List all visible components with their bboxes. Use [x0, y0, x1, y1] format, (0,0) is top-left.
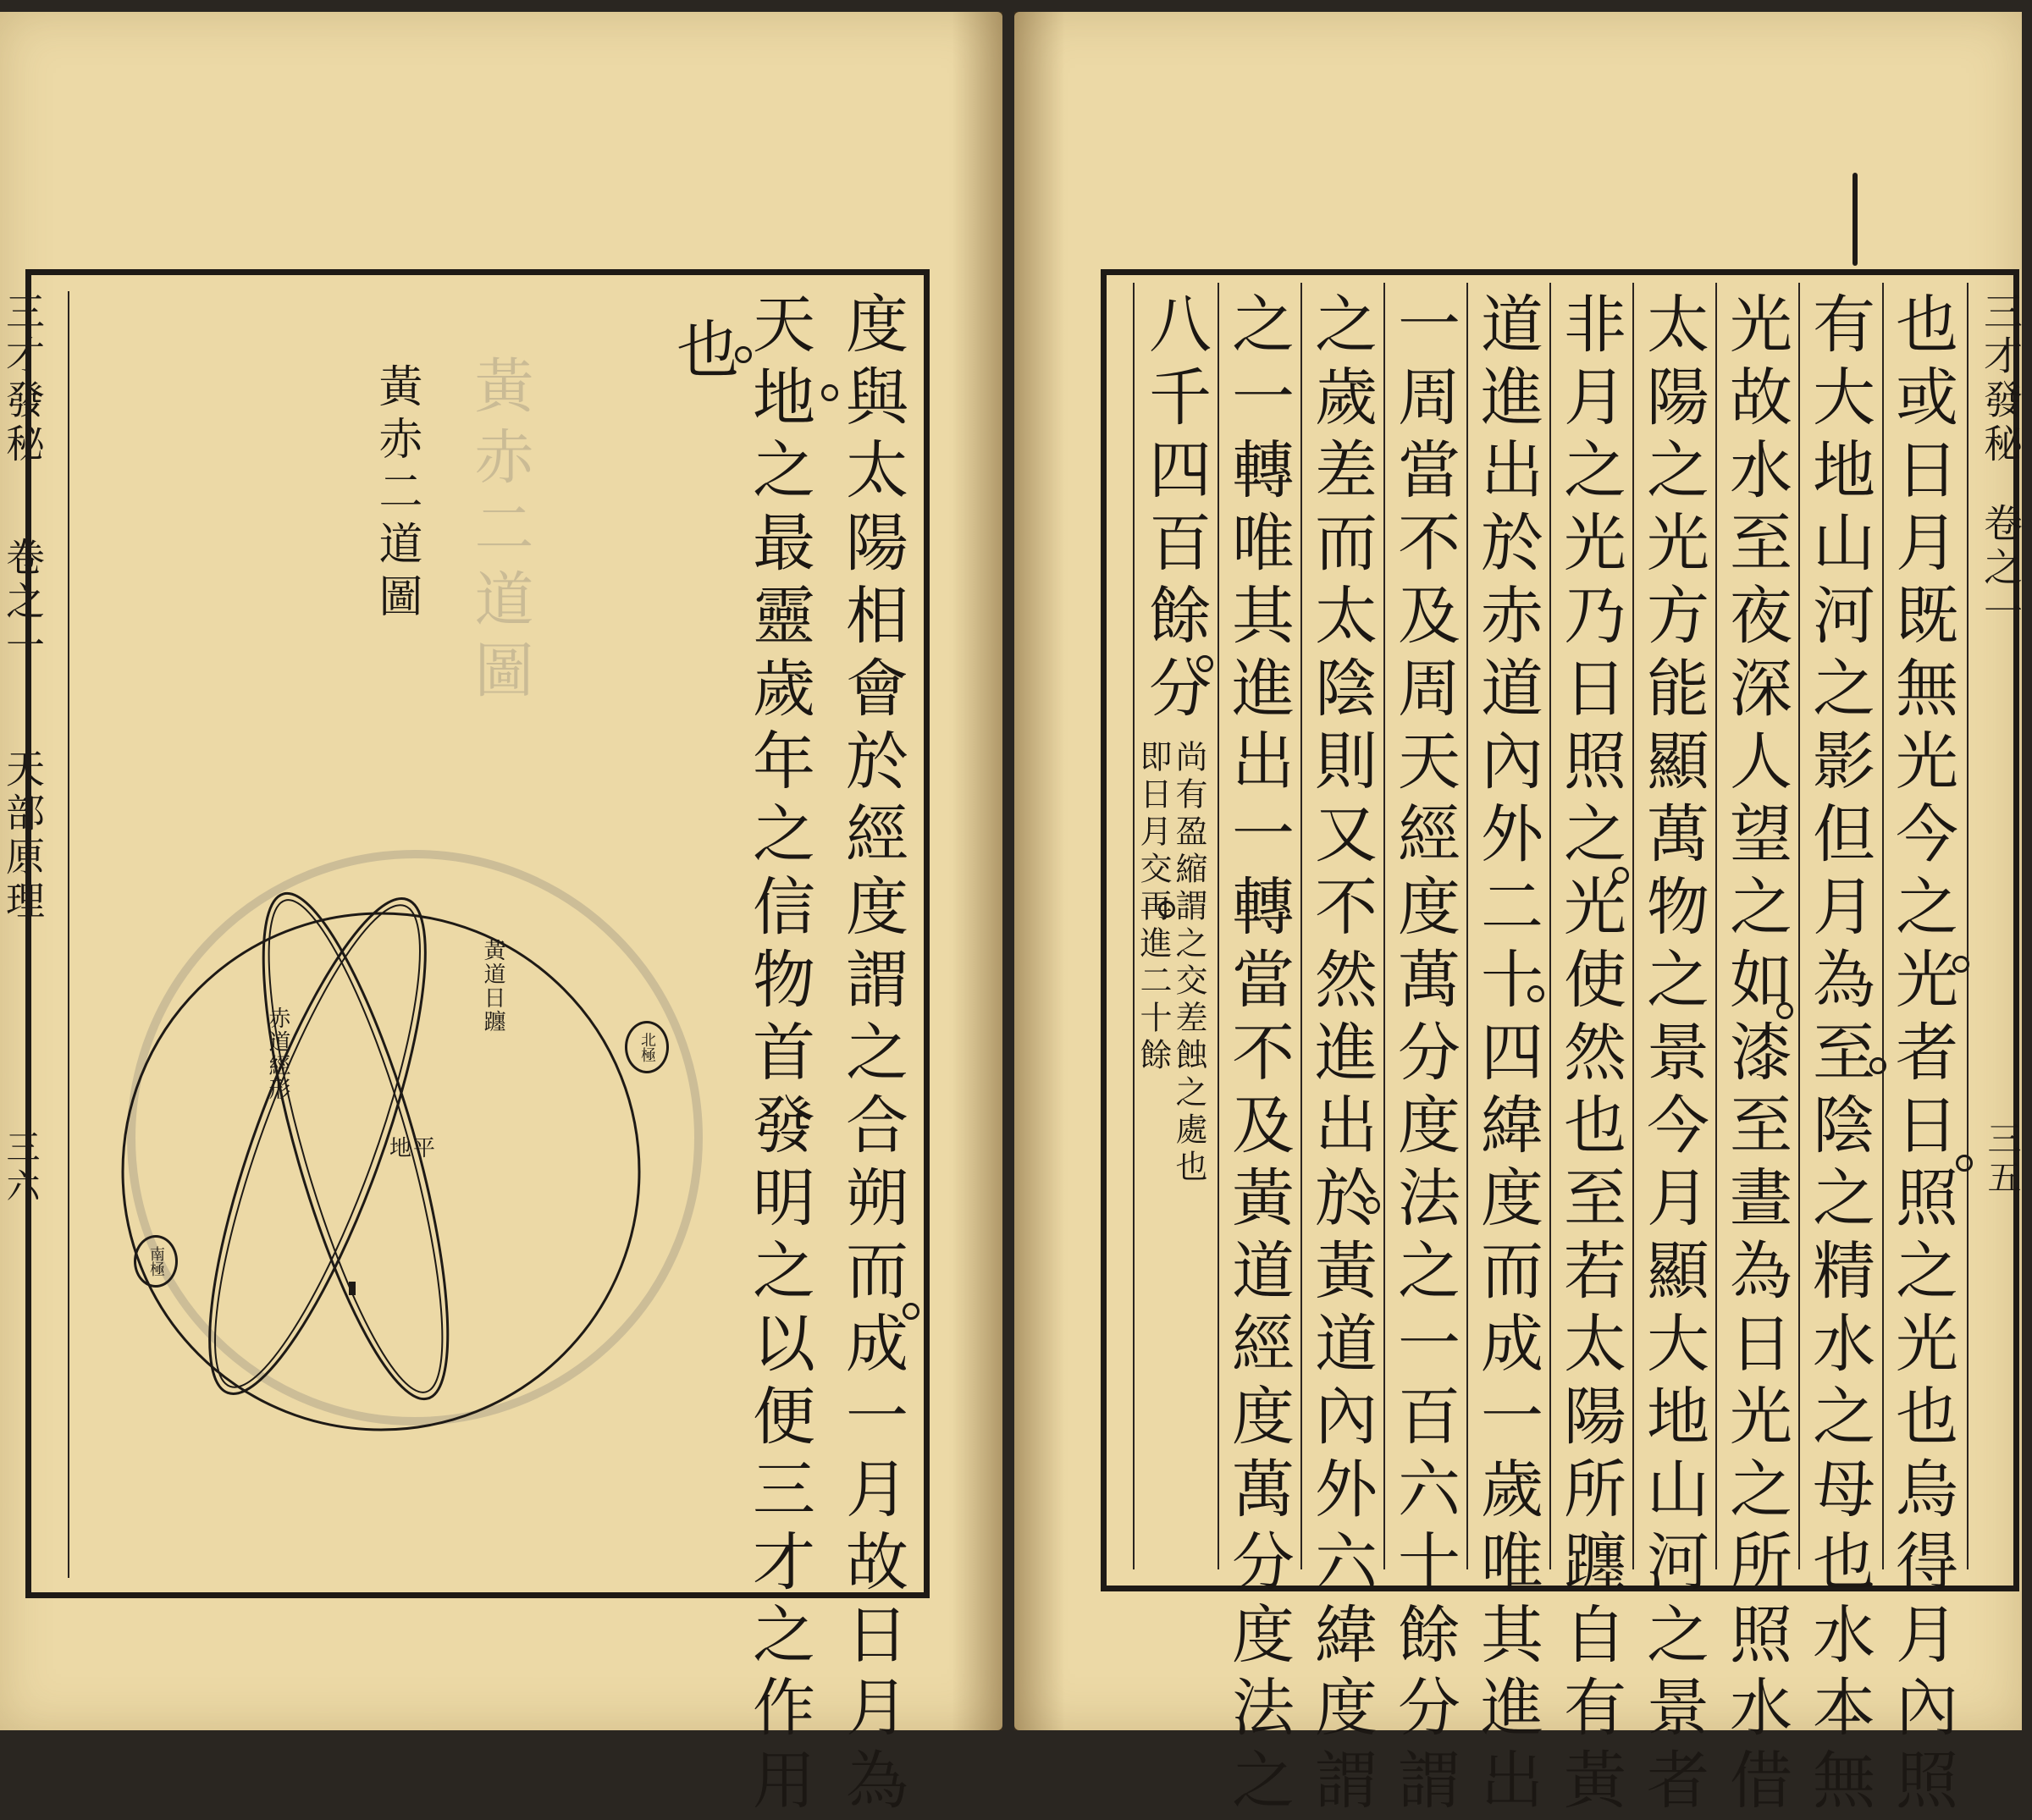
column-rule	[1632, 283, 1634, 1569]
punctuation-mark	[1952, 956, 1969, 973]
left-page	[0, 12, 1002, 1820]
left-column-1: 度與太陽相會於經度謂之合朔而成一月故日月為	[836, 291, 908, 1820]
right-column-10-top: 八千四百餘分	[1139, 291, 1212, 728]
left-section: 天部原理	[0, 748, 46, 924]
punctuation-mark	[1527, 985, 1544, 1002]
punctuation-mark	[1196, 655, 1213, 672]
figure-title: 黃赤二道圖	[371, 363, 422, 626]
north-pole-seal: 北極	[625, 1021, 669, 1073]
right-column-5: 非月之光乃日照之光使然也至若太陽所躔自有黃	[1554, 291, 1626, 1820]
punctuation-mark	[903, 1303, 919, 1320]
punctuation-mark	[1956, 1155, 1973, 1172]
horizon-label: 地平	[389, 1136, 438, 1161]
equator-ring-inner	[235, 886, 477, 1407]
gutter-shadow	[952, 12, 1002, 1730]
column-rule	[1218, 283, 1219, 1569]
punctuation-mark	[1612, 867, 1629, 884]
right-column-4: 太陽之光方能顯萬物之景今月顯大地山河之景者	[1637, 291, 1709, 1820]
left-book-title: 三才發秘	[0, 291, 46, 467]
ecliptic-equator-diagram	[102, 833, 711, 1442]
column-rule	[1967, 283, 1968, 1569]
right-volume: 卷之一	[1978, 503, 2024, 635]
right-column-6: 道進出於赤道內外二十四緯度而成一歲唯其進出	[1471, 291, 1543, 1820]
right-column-2: 有大地山河之影但月為至陰之精水之母也水本無	[1803, 291, 1875, 1820]
right-column-10-note-b: 即日月交再進二十餘	[1135, 740, 1172, 1075]
equator-label: 赤道經形	[265, 1007, 290, 1101]
left-volume: 卷之一	[0, 537, 46, 669]
sun-marker	[349, 1282, 356, 1295]
right-page	[1014, 12, 2024, 1820]
punctuation-mark	[1776, 1002, 1793, 1019]
right-book-title: 三才發秘	[1978, 291, 2024, 467]
punctuation-mark	[821, 384, 838, 401]
column-rule	[1798, 283, 1800, 1569]
right-page-number: 三五	[1982, 1121, 2021, 1199]
bleed-through-title: 黃赤二道圖	[465, 355, 534, 710]
column-rule	[1882, 283, 1884, 1569]
column-rule	[1715, 283, 1717, 1569]
column-rule	[1549, 283, 1551, 1569]
punctuation-mark	[1363, 1197, 1380, 1214]
right-column-8: 之歲差而太陰則又不然進出於黃道內外六緯度謂	[1305, 291, 1378, 1820]
ecliptic-label: 黃道日躔	[480, 939, 505, 1034]
right-column-1: 也或日月既無光今之光者日照之光也烏得月內照	[1886, 291, 1958, 1820]
column-rule	[1383, 283, 1385, 1569]
left-column-2: 天地之最靈歲年之信物首發明之以便三才之作用	[743, 291, 815, 1820]
left-margin-rule	[68, 291, 69, 1578]
left-page-number: 三六	[1, 1129, 40, 1207]
equator-ring	[226, 878, 484, 1415]
right-column-7: 一周當不及周天經度萬分度法之一百六十餘分謂	[1388, 291, 1460, 1820]
right-column-9: 之一轉唯其進出一轉當不及黃道經度萬分度法之	[1222, 291, 1295, 1820]
right-column-3: 光故水至夜深人望之如漆至晝為日光之所照水借	[1720, 291, 1792, 1820]
south-pole-seal: 南極	[134, 1235, 178, 1288]
punctuation-mark	[1158, 901, 1175, 918]
column-rule	[1300, 283, 1302, 1569]
gutter-shadow	[1014, 12, 1065, 1730]
column-rule	[1466, 283, 1468, 1569]
punctuation-mark	[1869, 1057, 1886, 1074]
left-column-3: 也	[666, 317, 739, 389]
ink-stroke	[1853, 173, 1858, 266]
punctuation-mark	[735, 346, 752, 363]
celestial-sphere-circle	[123, 913, 639, 1430]
right-column-10-note-a: 尚有盈縮謂之交差蝕之處也	[1170, 740, 1207, 1187]
